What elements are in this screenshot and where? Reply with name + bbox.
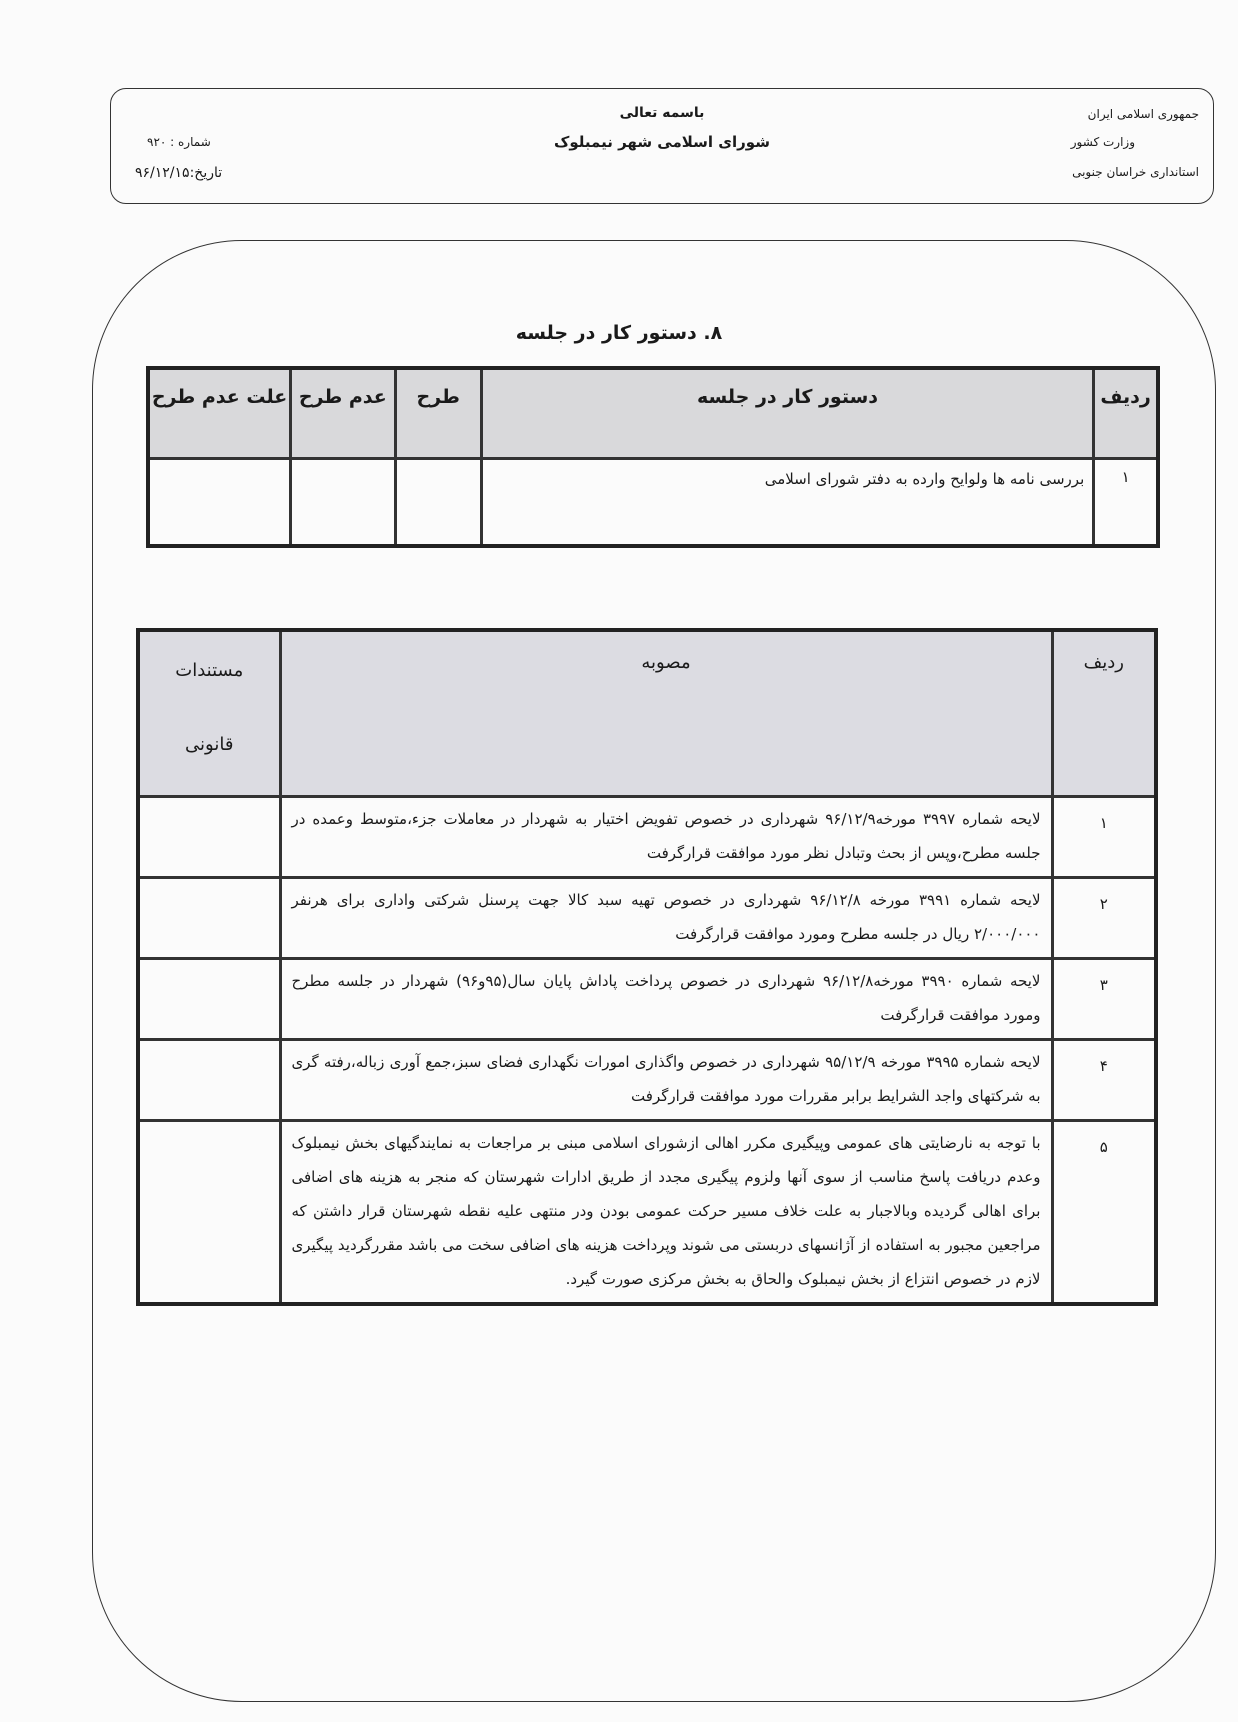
table-row <box>138 1039 1156 1120</box>
resolution-num: ۱ <box>1052 796 1156 877</box>
bismillah: باسمه تعالی <box>619 105 705 121</box>
org-line-governorate: استانداری خراسان جنوبی <box>1072 165 1199 179</box>
table-row <box>138 796 1156 877</box>
resolution-text: لایحه شماره ۳۹۹۱ مورخه ۹۶/۱۲/۸ شهرداری در خصوص تهیه سبد کالا جهت پرسنل شرکتی واداری برای هرنفر ۲/۰۰۰/۰۰۰ ریال در جلسه مطرح ومورد موافقت قرارگرفت <box>280 877 1052 958</box>
letter-date: تاریخ:۹۶/۱۲/۱۵ <box>135 165 223 181</box>
resolution-num: ۴ <box>1052 1039 1156 1120</box>
letterhead <box>110 88 1214 204</box>
table-row <box>148 458 1158 546</box>
agenda-row-num: ۱ <box>1094 458 1158 546</box>
resolution-docs <box>138 1120 280 1304</box>
resolution-docs <box>138 796 280 877</box>
resolution-text: لایحه شماره ۳۹۹۵ مورخه ۹۵/۱۲/۹ شهرداری در خصوص واگذاری امورات نگهداری فضای سبز،جمع آوری زباله،رفته گری به شرکتهای واجد الشرایط برابر مقررات مورد موافقت قرارگرفت <box>280 1039 1052 1120</box>
agenda-section-title: ۸. دستور کار در جلسه <box>515 322 723 344</box>
resolution-num: ۳ <box>1052 958 1156 1039</box>
agenda-col-num: ردیف <box>1094 368 1158 458</box>
resolution-text: لایحه شماره ۳۹۹۰ مورخه۹۶/۱۲/۸ شهرداری در خصوص پرداخت پاداش پایان سال(۹۵و۹۶) شهردار در جلسه مطرح ومورد موافقت قرارگرفت <box>280 958 1052 1039</box>
resolution-docs <box>138 1039 280 1120</box>
agenda-row-reason <box>148 458 291 546</box>
council-name: شورای اسلامی شهر نیمبلوک <box>554 133 770 151</box>
table-row <box>138 877 1156 958</box>
agenda-table <box>146 366 1160 548</box>
org-line-country: جمهوری اسلامی ایران <box>1087 107 1199 121</box>
resolutions-col-docs <box>138 630 280 796</box>
docs-heading-line1: مستندات <box>175 660 244 681</box>
org-line-ministry: وزارت کشور <box>1070 135 1135 149</box>
resolution-num: ۲ <box>1052 877 1156 958</box>
docs-heading-line2: قانونی <box>185 734 234 755</box>
agenda-row-not-proposed <box>291 458 395 546</box>
resolutions-header-row <box>138 630 1156 796</box>
table-row <box>138 958 1156 1039</box>
agenda-col-reason: علت عدم طرح <box>148 368 291 458</box>
resolution-num: ۵ <box>1052 1120 1156 1304</box>
resolutions-table <box>136 628 1158 1306</box>
resolution-text: لایحه شماره ۳۹۹۷ مورخه۹۶/۱۲/۹ شهرداری در خصوص تفویض اختیار به شهردار در معاملات جزء،متوسط وعمده در جلسه مطرح،وپس از بحث وتبادل نظر مورد موافقت قرارگرفت <box>280 796 1052 877</box>
resolution-text: با توجه به نارضایتی های عمومی وپیگیری مکرر اهالی ازشورای اسلامی مبنی بر مراجعات به نمایندگیهای بخش نیمبلوک وعدم دریافت پاسخ مناسب از سوی آنها ولزوم پیگیری مجدد از طریق ادارات شهرستان که منجر به هزینه های اضافی برای اهالی گردیده وبالاجبار به علت خلاف مسیر حرکت عمومی بودن ودر منتهی علیه نقطه شهرستان قرار داشتن که مراجعین مجبور به استفاده از آژانسهای دربستی می شوند وپرداخت هزینه های اضافی سخت می باشد مقررگردید پیگیری لازم در خصوص انتزاع از بخش نیمبلوک والحاق به بخش مرکزی صورت گیرد. <box>280 1120 1052 1304</box>
agenda-col-item: دستور کار در جلسه <box>481 368 1093 458</box>
table-row <box>138 1120 1156 1304</box>
resolution-docs <box>138 877 280 958</box>
letter-number: شماره : ۹۲۰ <box>147 135 211 149</box>
resolutions-col-num: ردیف <box>1052 630 1156 796</box>
agenda-col-proposed: طرح <box>395 368 481 458</box>
agenda-col-not-proposed: عدم طرح <box>291 368 395 458</box>
resolution-docs <box>138 958 280 1039</box>
agenda-row-item: بررسی نامه ها ولوایح وارده به دفتر شورای اسلامی <box>481 458 1093 546</box>
agenda-header-row <box>148 368 1158 458</box>
agenda-row-proposed <box>395 458 481 546</box>
resolutions-col-resolution: مصوبه <box>280 630 1052 796</box>
